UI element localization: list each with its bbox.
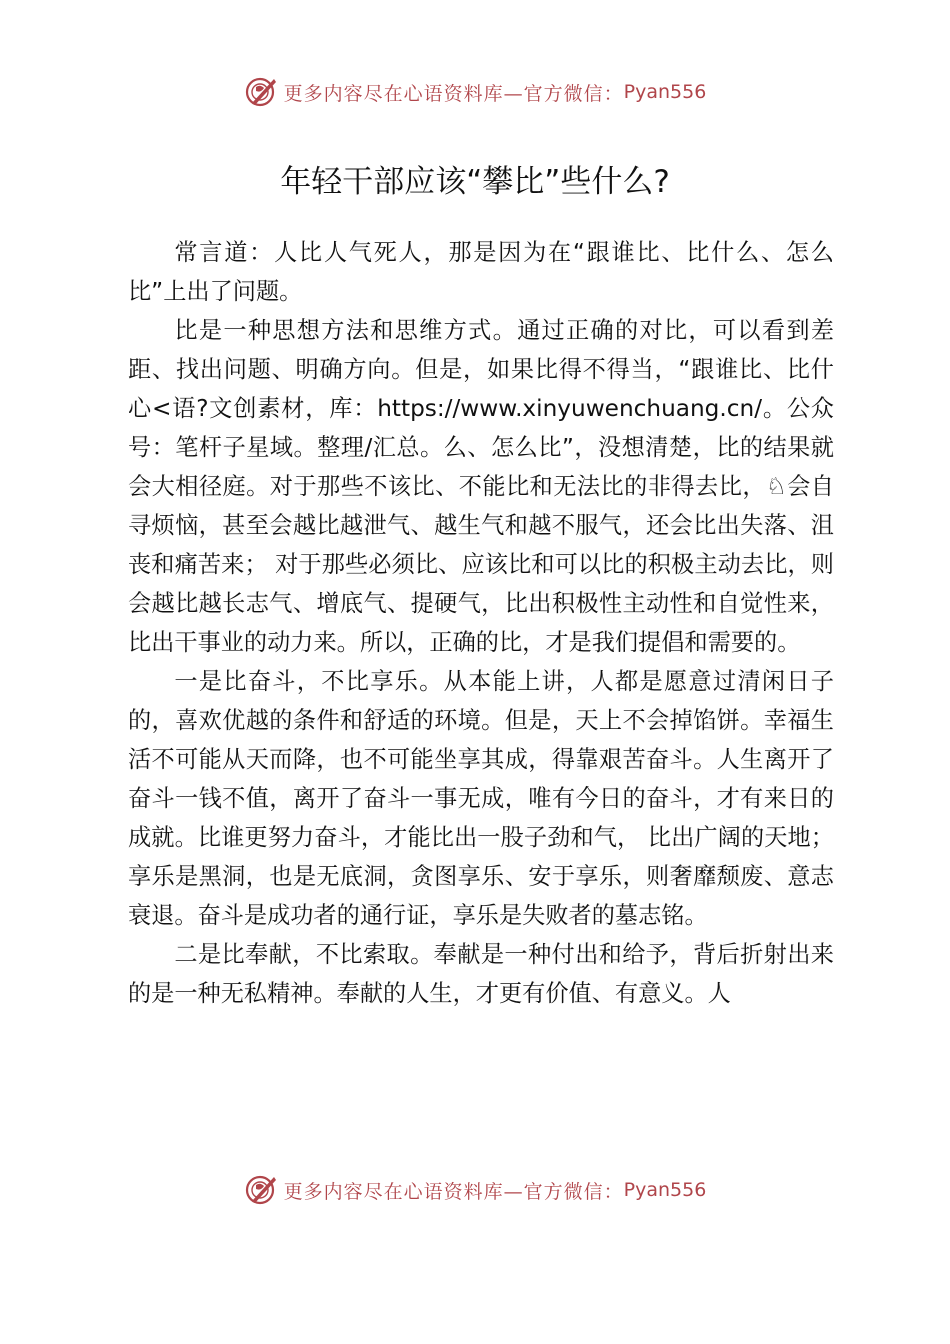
paragraph: 二是比奉献，不比索取。奉献是一种付出和给予，背后折射出来的是一种无私精神。奉献的人生，才更有价值、有意义。人 [128, 941, 834, 1007]
document-title: 年轻干部应该“攀比”些什么? [280, 164, 670, 200]
document-body [128, 233, 834, 1013]
header-banner [0, 72, 950, 112]
pen-seal-logo-icon [244, 1173, 278, 1207]
pen-seal-logo-icon [244, 75, 278, 109]
header-banner-text: 更多内容尽在心语资料库—官方微信： [283, 82, 624, 105]
paragraph: 一是比奋斗，不比享乐。从本能上讲，人都是愿意过清闲日子的，喜欢优越的条件和舒适的环境。但是，天上不会掉馅饼。幸福生活不可能从天而降，也不可能坐享其成，得靠艰苦奋斗。人生离开了奋斗一钱不值，离开了奋斗一事无成，唯有今日的奋斗，才有来日的成就。比谁更努力奋斗，才能比出一股子劲和气， 比出广阔的天地；享乐是黑洞，也是无底洞，贪图享乐、安于享乐，则奢靡颓废、意志衰退。奋斗是成功者的通行证，享乐是失败者的墓志铭。 [128, 668, 834, 929]
footer-banner [0, 1170, 950, 1210]
paragraph: 比是一种思想方法和思维方式。通过正确的对比，可以看到差距、找出问题、明确方向。但是，如果比得不得当，“跟谁比、比什心<语?文创素材，库：https://www.xinyuwenchuang.cn/。公众号：笔杆子星域。整理/汇总。么、怎么比”，没想清楚，比的结果就会大相径庭。对于那些不该比、不能比和无法比的非得去比，♘会自寻烦恼，甚至会越比越泄气、越生气和越不服气，还会比出失落、沮丧和痛苦来； 对于那些必须比、应该比和可以比的积极主动去比，则会越比越长志气、增底气、提硬气，比出积极性主动性和自觉性来，比出干事业的动力来。所以，正确的比，才是我们提倡和需要的。 [128, 317, 834, 656]
paragraph: 常言道：人比人气死人，那是因为在“跟谁比、比什么、怎么比”上出了问题。 [128, 239, 834, 305]
header-wechat-id: Pyan556 [623, 81, 707, 103]
footer-banner-text: 更多内容尽在心语资料库—官方微信： [283, 1180, 624, 1203]
footer-wechat-id: Pyan556 [623, 1179, 707, 1201]
